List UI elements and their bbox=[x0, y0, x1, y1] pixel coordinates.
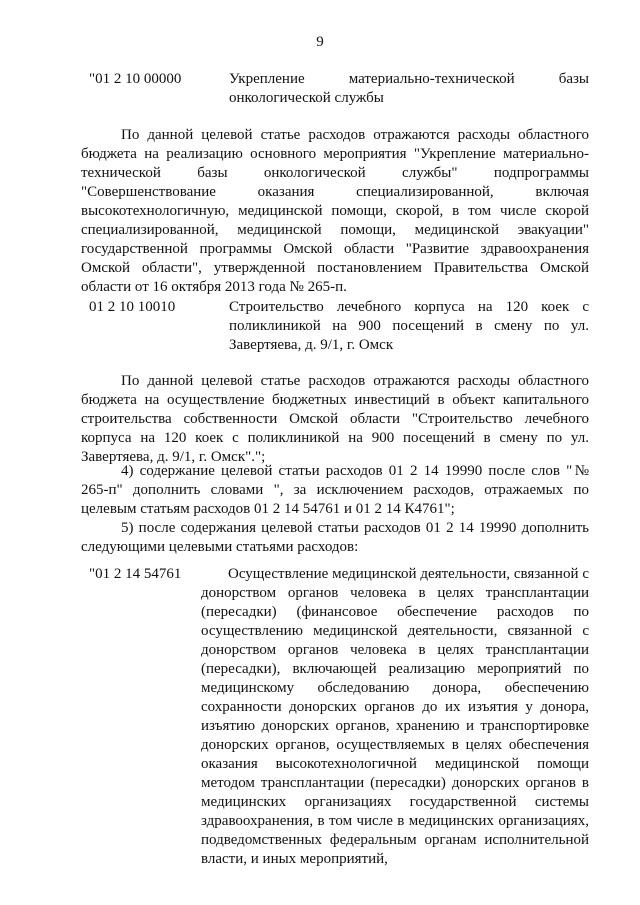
page-number: 9 bbox=[316, 34, 324, 50]
budget-title-2: Строительство лечебного корпуса на 120 коек с поликлиникой на 900 посещений в смену по ул. Завертяева, д. 9/1, г. Омск bbox=[229, 299, 589, 353]
budget-title-1: Укрепление материально-технической базы онкологической службы bbox=[229, 71, 589, 106]
budget-code-2: 01 2 10 10010 bbox=[89, 299, 176, 315]
budget-code-3: "01 2 14 54761 bbox=[89, 566, 182, 582]
budget-title-3: Осуществление медицинской деятельности, связанной с донорством органов человека в целях трансплантации (пересадки) (финансовое обеспечение расходов по осуществлению медицинской деятельности, связанной с донорством органов человека в целях трансплантации (пересадки), включающей реализацию мероприятий по медицинскому обследованию донора, обеспечению сохранности донорских органов до их изъятия у донора, изъятию донорских органов, хранению и транспортировке донорских органов, осуществляемых в целях обеспечения оказания высокотехнологичной медицинской помощи методом трансплантации (пересадки) донорских органов в медицинских организациях государственной системы здравоохранения, в том числе в медицинских организациях, подведомственных федеральным органам исполнительной власти, и иных мероприятий, bbox=[201, 566, 589, 867]
item-5: 5) после содержания целевой статьи расходов 01 2 14 19990 дополнить следующими целевыми статьями расходов: bbox=[81, 520, 589, 555]
paragraph-1: По данной целевой статье расходов отражаются расходы областного бюджета на реализацию основного мероприятия "Укрепление материально-технической базы онкологической службы" подпрограммы "Совершенствование оказания специализированной, включая высокотехнологичную, медицинской помощи, скорой, в том числе скорой специализированной, медицинской помощи, медицинской эвакуации" государственной программы Омской области "Развитие здравоохранения Омской области", утвержденной постановлением Правительства Омской области от 16 октября 2013 года № 265-п. bbox=[81, 127, 589, 295]
budget-code-1: "01 2 10 00000 bbox=[89, 71, 182, 87]
paragraph-2: По данной целевой статье расходов отражаются расходы областного бюджета на осуществление бюджетных инвестиций в объект капитального строительства собственности Омской области "Строительство лечебного корпуса на 120 коек с поликлиникой на 900 посещений в смену по ул. Завертяева, д. 9/1, г. Омск"."; bbox=[81, 373, 589, 465]
item-4: 4) содержание целевой статьи расходов 01 2 14 19990 после слов "№ 265-п" дополнить словами ", за исключением расходов, отражаемых по целевым статьям расходов 01 2 14 54761 и 01 2 14 К4761"; bbox=[81, 463, 589, 517]
